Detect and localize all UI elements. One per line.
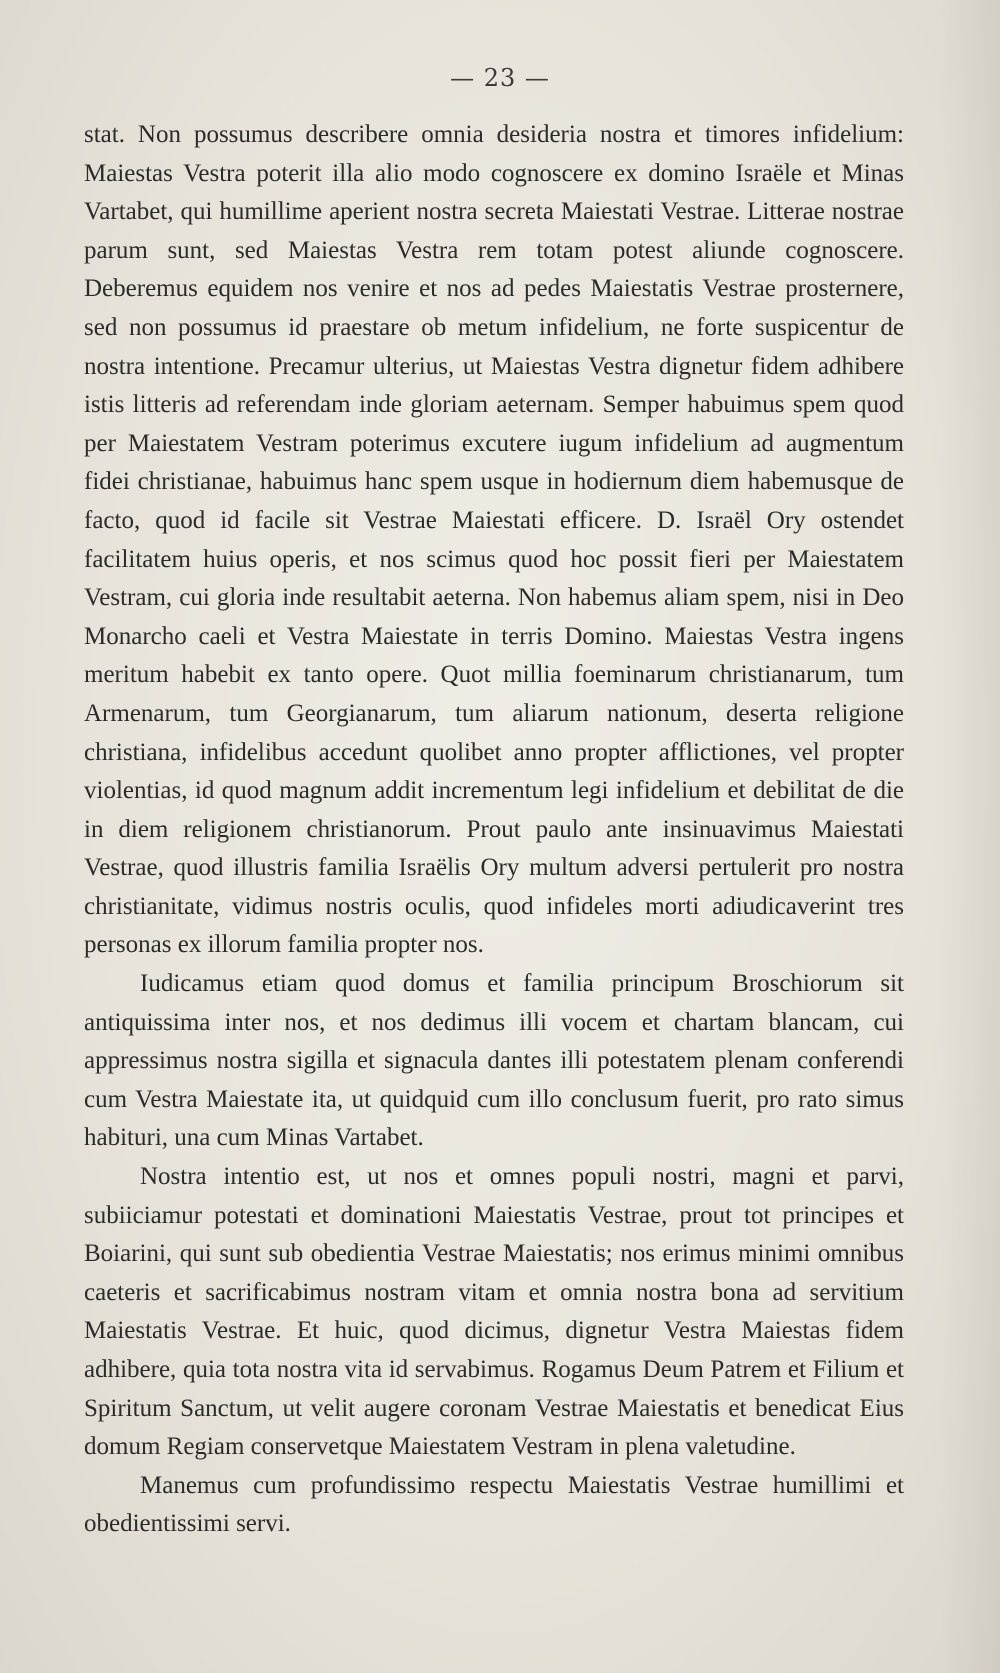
body-text <box>84 116 904 1544</box>
page-number: — 23 — <box>450 64 550 92</box>
paragraph-continuation: stat. Non possumus describere omnia desideria nostra et timores infidelium: Maiestas Vestra poterit illa alio modo cognoscere ex domino Israële et Minas Vartabet, qui humillime aperient nostra secreta Maiestati Vestrae. Litterae nostrae parum sunt, sed Maiestas Vestra rem totam potest aliunde cognoscere. Deberemus equidem nos venire et nos ad pedes Maiestatis Vestrae prosternere, sed non possumus id praestare ob metum infidelium, ne forte suspicentur de nostra intentione. Precamur ulterius, ut Maiestas Vestra dignetur fidem adhibere istis litteris ad referendam inde gloriam aeternam. Semper habuimus spem quod per Maiestatem Vestram poterimus excutere iugum infidelium ad augmentum fidei christianae, habuimus hanc spem usque in hodiernum diem habemusque de facto, quod id facile sit Vestrae Maiestati efficere. D. Israël Ory ostendet facilitatem huius operis, et nos scimus quod hoc possit fieri per Maiestatem Vestram, cui gloria inde resultabit aeterna. Non habemus aliam spem, nisi in Deo Monarcho caeli et Vestra Maiestate in terris Domino. Maiestas Vestra ingens meritum habebit ex tanto opere. Quot millia foeminarum christianarum, tum Armenarum, tum Georgianarum, tum aliarum nationum, deserta religione christiana, infidelibus accedunt quolibet anno propter afflictiones, vel propter violentias, id quod magnum addit incrementum legi infidelium et debilitat de die in diem religionem christianorum. Prout paulo ante insinuavimus Maiestati Vestrae, quod illustris familia Israëlis Ory multum adversi pertulerit pro nostra christianitate, vidimus nostris oculis, quod infideles morti adiudicaverint tres personas ex illorum familia propter nos. <box>84 121 904 959</box>
paragraph-closing: Manemus cum profundissimo respectu Maiestatis Vestrae humillimi et obedientissimi servi. <box>84 1471 904 1538</box>
paragraph-intentio: Nostra intentio est, ut nos et omnes populi nostri, magni et parvi, subiiciamur potestati et dominationi Maiestatis Vestrae, prout tot principes et Boiarini, qui sunt sub obedientia Vestrae Maiestatis; nos erimus minimi omnibus caeteris et sacrificabimus nostram vitam et omnia nostra bona ad servitium Maiestatis Vestrae. Et huic, quod dicimus, dignetur Vestra Maiestas fidem adhibere, quia tota nostra vita id servabimus. Rogamus Deum Patrem et Filium et Spiritum Sanctum, ut velit augere coronam Vestrae Maiestatis et benedicat Eius domum Regiam conservetque Maiestatem Vestram in plena valetudine. <box>84 1163 904 1461</box>
paragraph-broschiorum: Iudicamus etiam quod domus et familia principum Broschiorum sit antiquissima inter nos, et nos dedimus illi vocem et chartam blancam, cui appressimus nostra sigilla et signacula dantes illi potestatem plenam conferendi cum Vestra Maiestate ita, ut quidquid cum illo conclusum fuerit, pro rato simus habituri, una cum Minas Vartabet. <box>84 970 904 1152</box>
